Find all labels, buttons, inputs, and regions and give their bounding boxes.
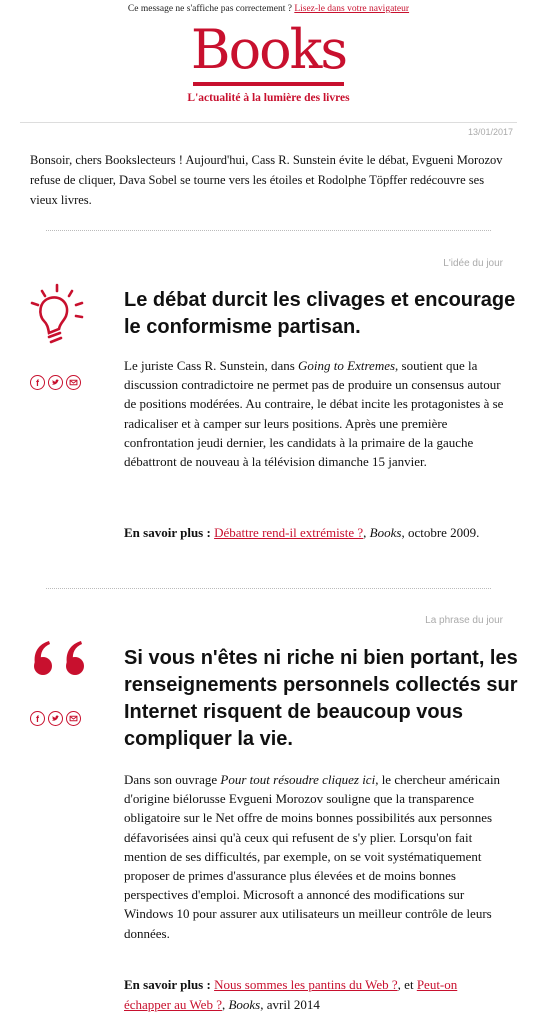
headline-idee: Le débat durcit les clivages et encourage le conformisme partisan.: [124, 289, 516, 338]
book-title: Pour tout résoudre cliquez ici: [220, 772, 376, 787]
intro-paragraph: Bonsoir, chers Bookslecteurs ! Aujourd'hui, Cass R. Sunstein évite le débat, Evgueni Morozov refuse de cliquer, Dava Sobel se tourne vers les étoiles et Rodolphe Töpffer redécouvre ses vieux livres.: [30, 153, 503, 207]
further-reading-link[interactable]: Peut-on échapper au Web ?: [124, 977, 458, 1012]
share-bar-phrase: [30, 711, 81, 726]
link-joiner: , et: [397, 977, 414, 992]
further-reading-label: En savoir plus :: [124, 525, 211, 540]
logo-container: [0, 18, 537, 81]
source-date: octobre 2009.: [407, 525, 480, 540]
header-divider: [20, 122, 517, 123]
books-logo[interactable]: [190, 18, 347, 81]
facebook-icon[interactable]: f: [30, 375, 45, 390]
view-in-browser-link[interactable]: Lisez-le dans votre navigateur: [294, 4, 410, 14]
logo-underline: [193, 82, 344, 86]
email-icon[interactable]: [66, 711, 81, 726]
article-body-idee: [124, 356, 504, 471]
logo-text: Books: [190, 18, 347, 81]
further-reading-label: En savoir plus :: [124, 977, 211, 992]
section-divider: [46, 230, 491, 231]
browser-notice: [0, 4, 537, 14]
body-text: Dans son ouvrage: [124, 772, 221, 787]
section-label-idee: L'idée du jour: [443, 258, 503, 269]
quote-icon: [27, 630, 97, 690]
source-date: avril 2014: [266, 997, 320, 1012]
facebook-icon[interactable]: f: [30, 711, 45, 726]
tagline: L'actualité à la lumière des livres: [187, 92, 350, 104]
body-text: , soutient que la discussion contradictoire ne permet pas de produire un consensus autour de positions modérées. Au contraire, le débat incite les protagonistes à se radicaliser et à camper sur leurs positions. Après une première confrontation jeudi dernier, les candidats à la primaire de la gauche débattront de nouveau à la télévision dimanche 15 janvier.: [124, 358, 504, 470]
source-title: Books: [228, 997, 261, 1012]
source-title: Books: [369, 525, 402, 540]
further-reading-phrase: En savoir plus : Nous sommes les pantins du Web ?, et Peut-on échapper au Web ?, Books, avril 2014: [124, 977, 458, 1012]
issue-date: 13/01/2017: [467, 127, 513, 137]
lightbulb-icon: [30, 283, 92, 349]
further-reading-link[interactable]: Débattre rend-il extrémiste ?: [214, 525, 364, 540]
book-title: Going to Extremes: [298, 358, 396, 373]
share-bar-idee: [30, 375, 81, 390]
body-text: Le juriste Cass R. Sunstein, dans: [124, 358, 299, 373]
browser-notice-text: Ce message ne s'affiche pas correctement ?: [127, 4, 292, 14]
article-body-phrase: [124, 770, 504, 943]
section-divider: [46, 588, 491, 589]
twitter-icon[interactable]: [48, 375, 63, 390]
section-label-phrase: La phrase du jour: [425, 615, 503, 626]
twitter-icon[interactable]: [48, 711, 63, 726]
email-icon[interactable]: [66, 375, 81, 390]
further-reading-link[interactable]: Nous sommes les pantins du Web ?: [214, 977, 398, 992]
headline-phrase: Si vous n'êtes ni riche ni bien portant, les renseignements personnels collectés sur Internet risquent de beaucoup vous compliquer la vie.: [124, 647, 518, 750]
body-text: , le chercheur américain d'origine biélorusse Evgueni Morozov souligne que la transparence obligatoire sur le Net offre de moins bonnes possibilités aux personnes défavorisées ainsi qu'à ceux qui refusent de s'y plier. Lorsqu'on fait mention de ses difficultés, par exemple, on se voit systématiquement proposer de primes d'assurance plus élevées et de moins bonnes perspectives d'emploi. Microsoft a annoncé des modifications sur Windows 10 pour assurer aux utilisateurs un meilleur contrôle de leurs données.: [124, 772, 501, 941]
further-reading-idee: En savoir plus : Débattre rend-il extrémiste ?, Books, octobre 2009.: [124, 525, 480, 540]
